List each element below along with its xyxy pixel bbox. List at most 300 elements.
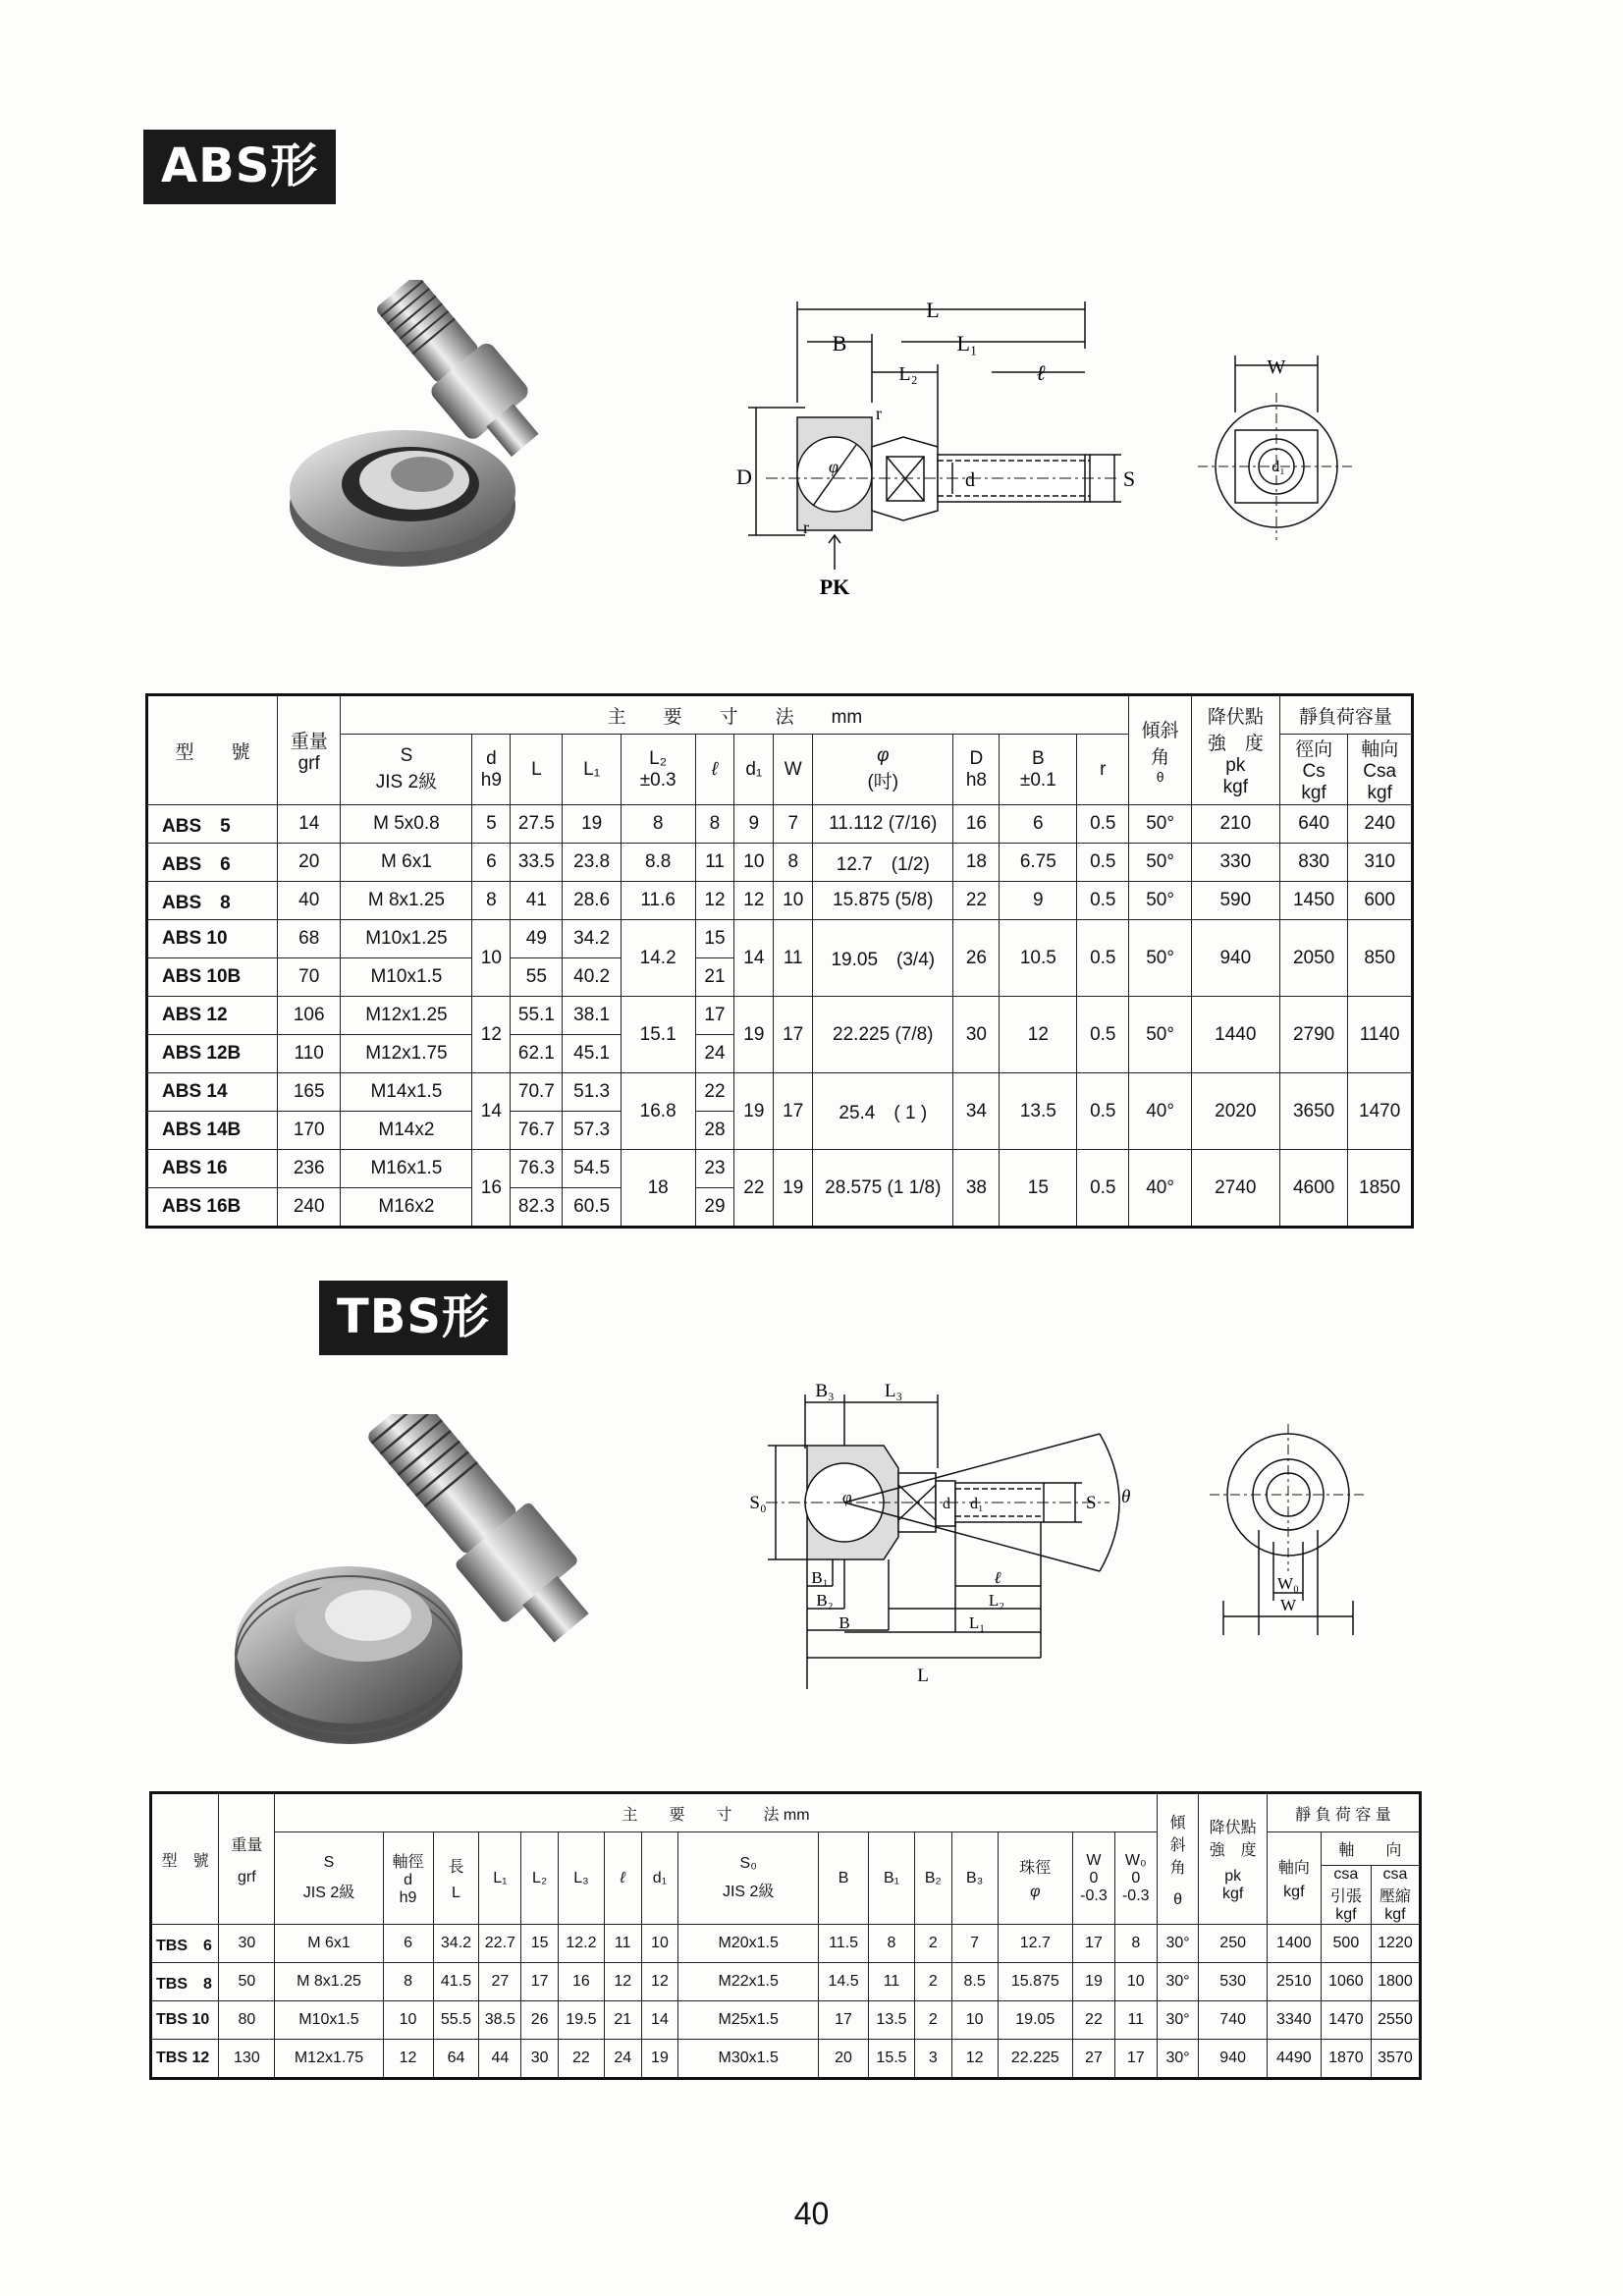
abs-cell-B: 6.75	[1000, 844, 1077, 882]
abs-table-row	[147, 844, 1413, 882]
abs-cell-csa: 1140	[1348, 997, 1413, 1073]
tbs-cell-d1: 19	[641, 2040, 678, 2079]
tbs-cell-weight: 80	[219, 2001, 275, 2040]
tbs-cell-model: TBS 8	[151, 1963, 219, 2001]
tbs-cell-axial: 1400	[1267, 1925, 1321, 1963]
abs-header-W: W	[774, 735, 813, 805]
tbs-cell-l: 12	[604, 1963, 641, 2001]
abs-table-row	[147, 1073, 1413, 1112]
abs-cell-phi: 22.225 (7/8)	[813, 997, 953, 1073]
tbs-cell-s: M10x1.5	[275, 2001, 383, 2040]
tbs-cell-B: 17	[819, 2001, 869, 2040]
abs-cell-L: 49	[511, 920, 563, 958]
abs-cell-l: 29	[695, 1188, 734, 1228]
abs-cell-d: 6	[472, 844, 511, 882]
abs-cell-cs: 1450	[1279, 882, 1348, 920]
tbs-header-L2: L₂	[521, 1832, 559, 1925]
abs-header-s: S JIS 2級	[341, 735, 472, 805]
abs-cell-D: 30	[953, 997, 1000, 1073]
abs-cell-L1: 51.3	[563, 1073, 621, 1112]
abs-cell-B: 13.5	[1000, 1073, 1077, 1150]
abs-cell-model: ABS 6	[147, 844, 278, 882]
abs-drawing-label-D: D	[736, 465, 752, 489]
abs-cell-B: 9	[1000, 882, 1077, 920]
abs-cell-s: M14x1.5	[341, 1073, 472, 1112]
tbs-cell-pk: 740	[1199, 2001, 1267, 2040]
tbs-header-ball: 珠徑 φ	[998, 1832, 1072, 1925]
tbs-cell-W0: 10	[1114, 1963, 1157, 2001]
abs-cell-tilt: 50°	[1129, 997, 1191, 1073]
abs-header-r: r	[1077, 735, 1129, 805]
abs-cell-L: 33.5	[511, 844, 563, 882]
tbs-cell-tension: 1870	[1321, 2040, 1371, 2079]
tbs-header-B: B	[819, 1832, 869, 1925]
abs-cell-s: M16x2	[341, 1188, 472, 1228]
tbs-cell-tilt: 30°	[1157, 2001, 1199, 2040]
tbs-cell-l: 11	[604, 1925, 641, 1963]
abs-cell-L2: 14.2	[621, 920, 695, 997]
abs-cell-tilt: 50°	[1129, 805, 1191, 844]
abs-section-title: ABS形	[143, 130, 336, 204]
abs-cell-D: 34	[953, 1073, 1000, 1150]
abs-cell-W: 19	[774, 1150, 813, 1228]
tbs-cell-s: M12x1.75	[275, 2040, 383, 2079]
abs-cell-B: 15	[1000, 1150, 1077, 1228]
tbs-drawing-label-S: S	[1086, 1493, 1097, 1513]
abs-cell-s: M10x1.25	[341, 920, 472, 958]
tbs-dimension-drawing	[736, 1375, 1168, 1699]
abs-cell-phi: 19.05 (3/4)	[813, 920, 953, 997]
tbs-cell-d1: 10	[641, 1925, 678, 1963]
abs-cell-L: 27.5	[511, 805, 563, 844]
tbs-cell-phi: 22.225	[998, 2040, 1072, 2079]
abs-cell-s: M 5x0.8	[341, 805, 472, 844]
abs-cell-cs: 830	[1279, 844, 1348, 882]
abs-cell-model: ABS 10	[147, 920, 278, 958]
abs-cell-s: M16x1.5	[341, 1150, 472, 1188]
abs-cell-B: 6	[1000, 805, 1077, 844]
abs-cell-s: M 6x1	[341, 844, 472, 882]
tbs-cell-B2: 2	[914, 2001, 951, 2040]
tbs-cell-tension: 500	[1321, 1925, 1371, 1963]
tbs-table-body	[151, 1925, 1421, 2079]
abs-header-radial: 徑向 Cs kgf	[1279, 735, 1348, 805]
abs-header-L2: L₂ ±0.3	[621, 735, 695, 805]
abs-cell-l: 8	[695, 805, 734, 844]
abs-cell-W: 17	[774, 1073, 813, 1150]
abs-cell-r: 0.5	[1077, 1150, 1129, 1228]
abs-cell-d: 5	[472, 805, 511, 844]
tbs-header-B2: B₂	[914, 1832, 951, 1925]
tbs-drawing-label-L3: L₃	[884, 1381, 903, 1401]
abs-cell-l: 17	[695, 997, 734, 1035]
abs-header-d: d h9	[472, 735, 511, 805]
abs-spec-table	[145, 693, 1414, 1229]
tbs-cell-l: 24	[604, 2040, 641, 2079]
abs-cell-weight: 70	[277, 958, 340, 997]
tbs-cell-B: 14.5	[819, 1963, 869, 2001]
tbs-product-photo	[231, 1414, 633, 1768]
tbs-drawing-label-phi: φ	[842, 1488, 852, 1506]
abs-header-phi: φ (吋)	[813, 735, 953, 805]
tbs-cell-B: 11.5	[819, 1925, 869, 1963]
abs-cell-B: 12	[1000, 997, 1077, 1073]
tbs-header-W: W 0 -0.3	[1073, 1832, 1115, 1925]
abs-cell-d1: 14	[734, 920, 774, 997]
tbs-cell-W: 22	[1073, 2001, 1115, 2040]
tbs-cell-L3: 12.2	[558, 1925, 604, 1963]
abs-cell-cs: 2050	[1279, 920, 1348, 997]
tbs-front-label-W0: W₀	[1277, 1574, 1299, 1593]
abs-cell-weight: 40	[277, 882, 340, 920]
tbs-cell-B1: 8	[869, 1925, 915, 1963]
abs-cell-L1: 40.2	[563, 958, 621, 997]
tbs-cell-model: TBS 10	[151, 2001, 219, 2040]
abs-header-model: 型 號	[147, 695, 278, 805]
tbs-drawing-label-L2: L₂	[988, 1591, 1005, 1610]
abs-cell-s: M14x2	[341, 1112, 472, 1150]
tbs-header-d1: d₁	[641, 1832, 678, 1925]
abs-cell-r: 0.5	[1077, 920, 1129, 997]
tbs-header-W0: W₀ 0 -0.3	[1114, 1832, 1157, 1925]
tbs-cell-axial: 2510	[1267, 1963, 1321, 2001]
abs-cell-s: M12x1.75	[341, 1035, 472, 1073]
tbs-cell-B: 20	[819, 2040, 869, 2079]
tbs-drawing-label-S0: S₀	[749, 1493, 767, 1513]
tbs-header-static-load: 靜 負 荷 容 量	[1267, 1793, 1420, 1832]
tbs-cell-compress: 1800	[1371, 1963, 1420, 2001]
abs-cell-L1: 57.3	[563, 1112, 621, 1150]
abs-cell-d: 14	[472, 1073, 511, 1150]
abs-drawing-label-L1: L₁	[956, 331, 978, 355]
abs-cell-cs: 4600	[1279, 1150, 1348, 1228]
abs-cell-pk: 2020	[1191, 1073, 1279, 1150]
abs-cell-d1: 19	[734, 997, 774, 1073]
abs-cell-weight: 14	[277, 805, 340, 844]
abs-cell-pk: 1440	[1191, 997, 1279, 1073]
tbs-cell-pk: 940	[1199, 2040, 1267, 2079]
abs-cell-L: 41	[511, 882, 563, 920]
abs-cell-csa: 600	[1348, 882, 1413, 920]
abs-header-L1: L₁	[563, 735, 621, 805]
abs-cell-csa: 1470	[1348, 1073, 1413, 1150]
tbs-cell-weight: 50	[219, 1963, 275, 2001]
abs-cell-phi: 25.4 ( 1 )	[813, 1073, 953, 1150]
abs-cell-pk: 2740	[1191, 1150, 1279, 1228]
tbs-header-s: S JIS 2級	[275, 1832, 383, 1925]
abs-header-static-load: 靜負荷容量	[1279, 695, 1412, 735]
tbs-cell-phi: 19.05	[998, 2001, 1072, 2040]
abs-cell-L2: 15.1	[621, 997, 695, 1073]
abs-drawing-label-d: d	[965, 469, 975, 491]
tbs-cell-weight: 30	[219, 1925, 275, 1963]
tbs-header-axial-group: 軸 向	[1321, 1832, 1420, 1866]
tbs-header-radial: 軸向 kgf	[1267, 1832, 1321, 1925]
tbs-cell-d: 12	[383, 2040, 433, 2079]
abs-cell-d: 8	[472, 882, 511, 920]
tbs-cell-L1: 22.7	[479, 1925, 521, 1963]
tbs-cell-s0: M20x1.5	[678, 1925, 819, 1963]
abs-cell-l: 24	[695, 1035, 734, 1073]
abs-cell-r: 0.5	[1077, 805, 1129, 844]
abs-drawing-label-B: B	[832, 331, 847, 355]
abs-cell-D: 38	[953, 1150, 1000, 1228]
abs-drawing-label-l: ℓ	[1036, 360, 1046, 385]
abs-front-view-drawing	[1198, 344, 1355, 550]
tbs-cell-B1: 11	[869, 1963, 915, 2001]
abs-cell-csa: 310	[1348, 844, 1413, 882]
abs-cell-l: 15	[695, 920, 734, 958]
tbs-cell-L: 64	[433, 2040, 479, 2079]
abs-header-D: D h8	[953, 735, 1000, 805]
abs-cell-pk: 330	[1191, 844, 1279, 882]
abs-cell-weight: 110	[277, 1035, 340, 1073]
abs-cell-csa: 1850	[1348, 1150, 1413, 1228]
tbs-cell-W: 17	[1073, 1925, 1115, 1963]
abs-cell-tilt: 50°	[1129, 882, 1191, 920]
abs-table-row	[147, 882, 1413, 920]
abs-cell-csa: 850	[1348, 920, 1413, 997]
abs-cell-d: 10	[472, 920, 511, 997]
tbs-header-yield: 降伏點 強 度 pk kgf	[1199, 1793, 1267, 1925]
tbs-cell-s0: M30x1.5	[678, 2040, 819, 2079]
tbs-cell-B2: 3	[914, 2040, 951, 2079]
tbs-cell-B3: 10	[951, 2001, 998, 2040]
tbs-cell-phi: 15.875	[998, 1963, 1072, 2001]
abs-cell-pk: 210	[1191, 805, 1279, 844]
abs-cell-l: 11	[695, 844, 734, 882]
tbs-cell-W0: 8	[1114, 1925, 1157, 1963]
abs-cell-phi: 28.575 (1 1/8)	[813, 1150, 953, 1228]
tbs-cell-L2: 15	[521, 1925, 559, 1963]
tbs-cell-L1: 44	[479, 2040, 521, 2079]
abs-cell-L: 62.1	[511, 1035, 563, 1073]
tbs-cell-tension: 1060	[1321, 1963, 1371, 2001]
abs-cell-L1: 60.5	[563, 1188, 621, 1228]
abs-cell-model: ABS 14	[147, 1073, 278, 1112]
abs-cell-weight: 106	[277, 997, 340, 1035]
abs-cell-d: 16	[472, 1150, 511, 1228]
abs-table-row	[147, 805, 1413, 844]
abs-cell-l: 23	[695, 1150, 734, 1188]
abs-cell-L: 70.7	[511, 1073, 563, 1112]
tbs-header-length: 長 L	[433, 1832, 479, 1925]
abs-cell-L: 76.3	[511, 1150, 563, 1188]
tbs-drawing-label-theta: θ	[1121, 1487, 1131, 1507]
abs-cell-model: ABS 5	[147, 805, 278, 844]
tbs-table-row	[151, 1963, 1421, 2001]
tbs-cell-B1: 15.5	[869, 2040, 915, 2079]
tbs-table-row	[151, 1925, 1421, 1963]
tbs-header-tension: csa 引張 kgf	[1321, 1866, 1371, 1925]
tbs-cell-B1: 13.5	[869, 2001, 915, 2040]
abs-cell-model: ABS 12	[147, 997, 278, 1035]
tbs-table-row	[151, 2001, 1421, 2040]
abs-cell-L: 55	[511, 958, 563, 997]
abs-product-photo	[285, 280, 609, 604]
abs-cell-l: 22	[695, 1073, 734, 1112]
abs-cell-L1: 38.1	[563, 997, 621, 1035]
tbs-drawing-label-L1: L₁	[968, 1613, 986, 1632]
abs-table-row	[147, 997, 1413, 1035]
tbs-header-L1: L₁	[479, 1832, 521, 1925]
tbs-cell-tilt: 30°	[1157, 1925, 1199, 1963]
tbs-drawing-label-L: L	[917, 1666, 929, 1686]
tbs-cell-L1: 27	[479, 1963, 521, 2001]
abs-drawing-label-PK: PK	[819, 574, 850, 599]
tbs-cell-W: 19	[1073, 1963, 1115, 2001]
abs-drawing-label-r-bottom: r	[803, 518, 809, 537]
tbs-cell-B3: 7	[951, 1925, 998, 1963]
tbs-cell-axial: 3340	[1267, 2001, 1321, 2040]
tbs-cell-compress: 3570	[1371, 2040, 1420, 2079]
abs-cell-L1: 34.2	[563, 920, 621, 958]
abs-cell-W: 10	[774, 882, 813, 920]
abs-header-yield: 降伏點 強 度 pk kgf	[1191, 695, 1279, 805]
abs-cell-pk: 590	[1191, 882, 1279, 920]
abs-dimension-drawing	[727, 290, 1159, 604]
abs-front-label-W: W	[1267, 356, 1286, 378]
abs-cell-L: 82.3	[511, 1188, 563, 1228]
tbs-cell-s0: M22x1.5	[678, 1963, 819, 2001]
abs-cell-L1: 54.5	[563, 1150, 621, 1188]
tbs-cell-L2: 26	[521, 2001, 559, 2040]
tbs-cell-s: M 8x1.25	[275, 1963, 383, 2001]
tbs-cell-B3: 8.5	[951, 1963, 998, 2001]
tbs-cell-B3: 12	[951, 2040, 998, 2079]
tbs-cell-pk: 530	[1199, 1963, 1267, 2001]
abs-cell-L: 76.7	[511, 1112, 563, 1150]
abs-cell-r: 0.5	[1077, 1073, 1129, 1150]
abs-table-row	[147, 1150, 1413, 1188]
tbs-cell-tension: 1470	[1321, 2001, 1371, 2040]
abs-cell-l: 12	[695, 882, 734, 920]
abs-cell-L1: 19	[563, 805, 621, 844]
tbs-drawing-label-l: ℓ	[994, 1568, 1001, 1587]
abs-cell-weight: 68	[277, 920, 340, 958]
tbs-cell-axial: 4490	[1267, 2040, 1321, 2079]
abs-drawing-label-L2: L₂	[898, 363, 918, 385]
abs-cell-phi: 11.112 (7/16)	[813, 805, 953, 844]
tbs-header-l: ℓ	[604, 1832, 641, 1925]
tbs-cell-L1: 38.5	[479, 2001, 521, 2040]
tbs-header-compress: csa 壓縮 kgf	[1371, 1866, 1420, 1925]
abs-cell-phi: 15.875 (5/8)	[813, 882, 953, 920]
abs-header-d1: d₁	[734, 735, 774, 805]
abs-cell-s: M10x1.5	[341, 958, 472, 997]
abs-cell-d1: 22	[734, 1150, 774, 1228]
abs-cell-l: 28	[695, 1112, 734, 1150]
abs-cell-model: ABS 14B	[147, 1112, 278, 1150]
abs-cell-csa: 240	[1348, 805, 1413, 844]
tbs-cell-L3: 19.5	[558, 2001, 604, 2040]
abs-cell-phi: 12.7 (1/2)	[813, 844, 953, 882]
tbs-cell-B2: 2	[914, 1925, 951, 1963]
abs-cell-D: 16	[953, 805, 1000, 844]
tbs-cell-L: 55.5	[433, 2001, 479, 2040]
abs-cell-tilt: 40°	[1129, 1073, 1191, 1150]
tbs-cell-tilt: 30°	[1157, 1963, 1199, 2001]
tbs-cell-L: 41.5	[433, 1963, 479, 2001]
tbs-drawing-label-d: d	[943, 1496, 950, 1512]
abs-cell-tilt: 50°	[1129, 920, 1191, 997]
abs-table-row	[147, 920, 1413, 958]
abs-header-weight: 重量 grf	[277, 695, 340, 805]
tbs-cell-phi: 12.7	[998, 1925, 1072, 1963]
page-number: 40	[793, 2196, 830, 2231]
tbs-section-title: TBS形	[319, 1281, 508, 1355]
abs-header-main-dimensions: 主 要 寸 法 mm	[341, 695, 1129, 735]
tbs-drawing-label-d1: d₁	[970, 1496, 984, 1512]
abs-cell-l: 21	[695, 958, 734, 997]
abs-cell-pk: 940	[1191, 920, 1279, 997]
abs-cell-D: 26	[953, 920, 1000, 997]
abs-cell-L1: 23.8	[563, 844, 621, 882]
abs-cell-d1: 9	[734, 805, 774, 844]
abs-cell-cs: 640	[1279, 805, 1348, 844]
tbs-cell-L: 34.2	[433, 1925, 479, 1963]
abs-cell-d: 12	[472, 997, 511, 1073]
tbs-cell-L3: 22	[558, 2040, 604, 2079]
tbs-cell-W0: 17	[1114, 2040, 1157, 2079]
abs-cell-B: 10.5	[1000, 920, 1077, 997]
tbs-cell-d: 6	[383, 1925, 433, 1963]
tbs-header-B3: B₃	[951, 1832, 998, 1925]
tbs-cell-d: 8	[383, 1963, 433, 2001]
tbs-cell-weight: 130	[219, 2040, 275, 2079]
tbs-header-model: 型 號	[151, 1793, 219, 1925]
abs-cell-weight: 165	[277, 1073, 340, 1112]
abs-front-label-d1: d₁	[1271, 459, 1285, 475]
abs-cell-L2: 11.6	[621, 882, 695, 920]
abs-cell-L2: 8.8	[621, 844, 695, 882]
abs-cell-tilt: 50°	[1129, 844, 1191, 882]
abs-cell-tilt: 40°	[1129, 1150, 1191, 1228]
abs-cell-D: 18	[953, 844, 1000, 882]
abs-drawing-label-phi: φ	[829, 457, 839, 476]
tbs-cell-L3: 16	[558, 1963, 604, 2001]
tbs-cell-compress: 2550	[1371, 2001, 1420, 2040]
tbs-cell-W0: 11	[1114, 2001, 1157, 2040]
tbs-cell-d1: 12	[641, 1963, 678, 2001]
abs-cell-cs: 2790	[1279, 997, 1348, 1073]
tbs-cell-l: 21	[604, 2001, 641, 2040]
tbs-drawing-label-B1: B₁	[811, 1568, 829, 1587]
abs-cell-weight: 240	[277, 1188, 340, 1228]
abs-cell-s: M12x1.25	[341, 997, 472, 1035]
tbs-cell-L2: 30	[521, 2040, 559, 2079]
tbs-header-L3: L₃	[558, 1832, 604, 1925]
abs-cell-model: ABS 12B	[147, 1035, 278, 1073]
abs-cell-d1: 10	[734, 844, 774, 882]
abs-cell-weight: 170	[277, 1112, 340, 1150]
abs-cell-model: ABS 8	[147, 882, 278, 920]
tbs-cell-pk: 250	[1199, 1925, 1267, 1963]
tbs-cell-d1: 14	[641, 2001, 678, 2040]
tbs-header-s0: S₀ JIS 2級	[678, 1832, 819, 1925]
abs-header-l: ℓ	[695, 735, 734, 805]
tbs-cell-d: 10	[383, 2001, 433, 2040]
abs-cell-weight: 236	[277, 1150, 340, 1188]
tbs-header-B1: B₁	[869, 1832, 915, 1925]
abs-cell-W: 11	[774, 920, 813, 997]
tbs-cell-compress: 1220	[1371, 1925, 1420, 1963]
tbs-header-shaft: 軸徑 d h9	[383, 1832, 433, 1925]
abs-cell-model: ABS 16	[147, 1150, 278, 1188]
abs-cell-d1: 19	[734, 1073, 774, 1150]
tbs-drawing-label-B2: B₂	[816, 1591, 834, 1610]
abs-table-body	[147, 805, 1413, 1228]
